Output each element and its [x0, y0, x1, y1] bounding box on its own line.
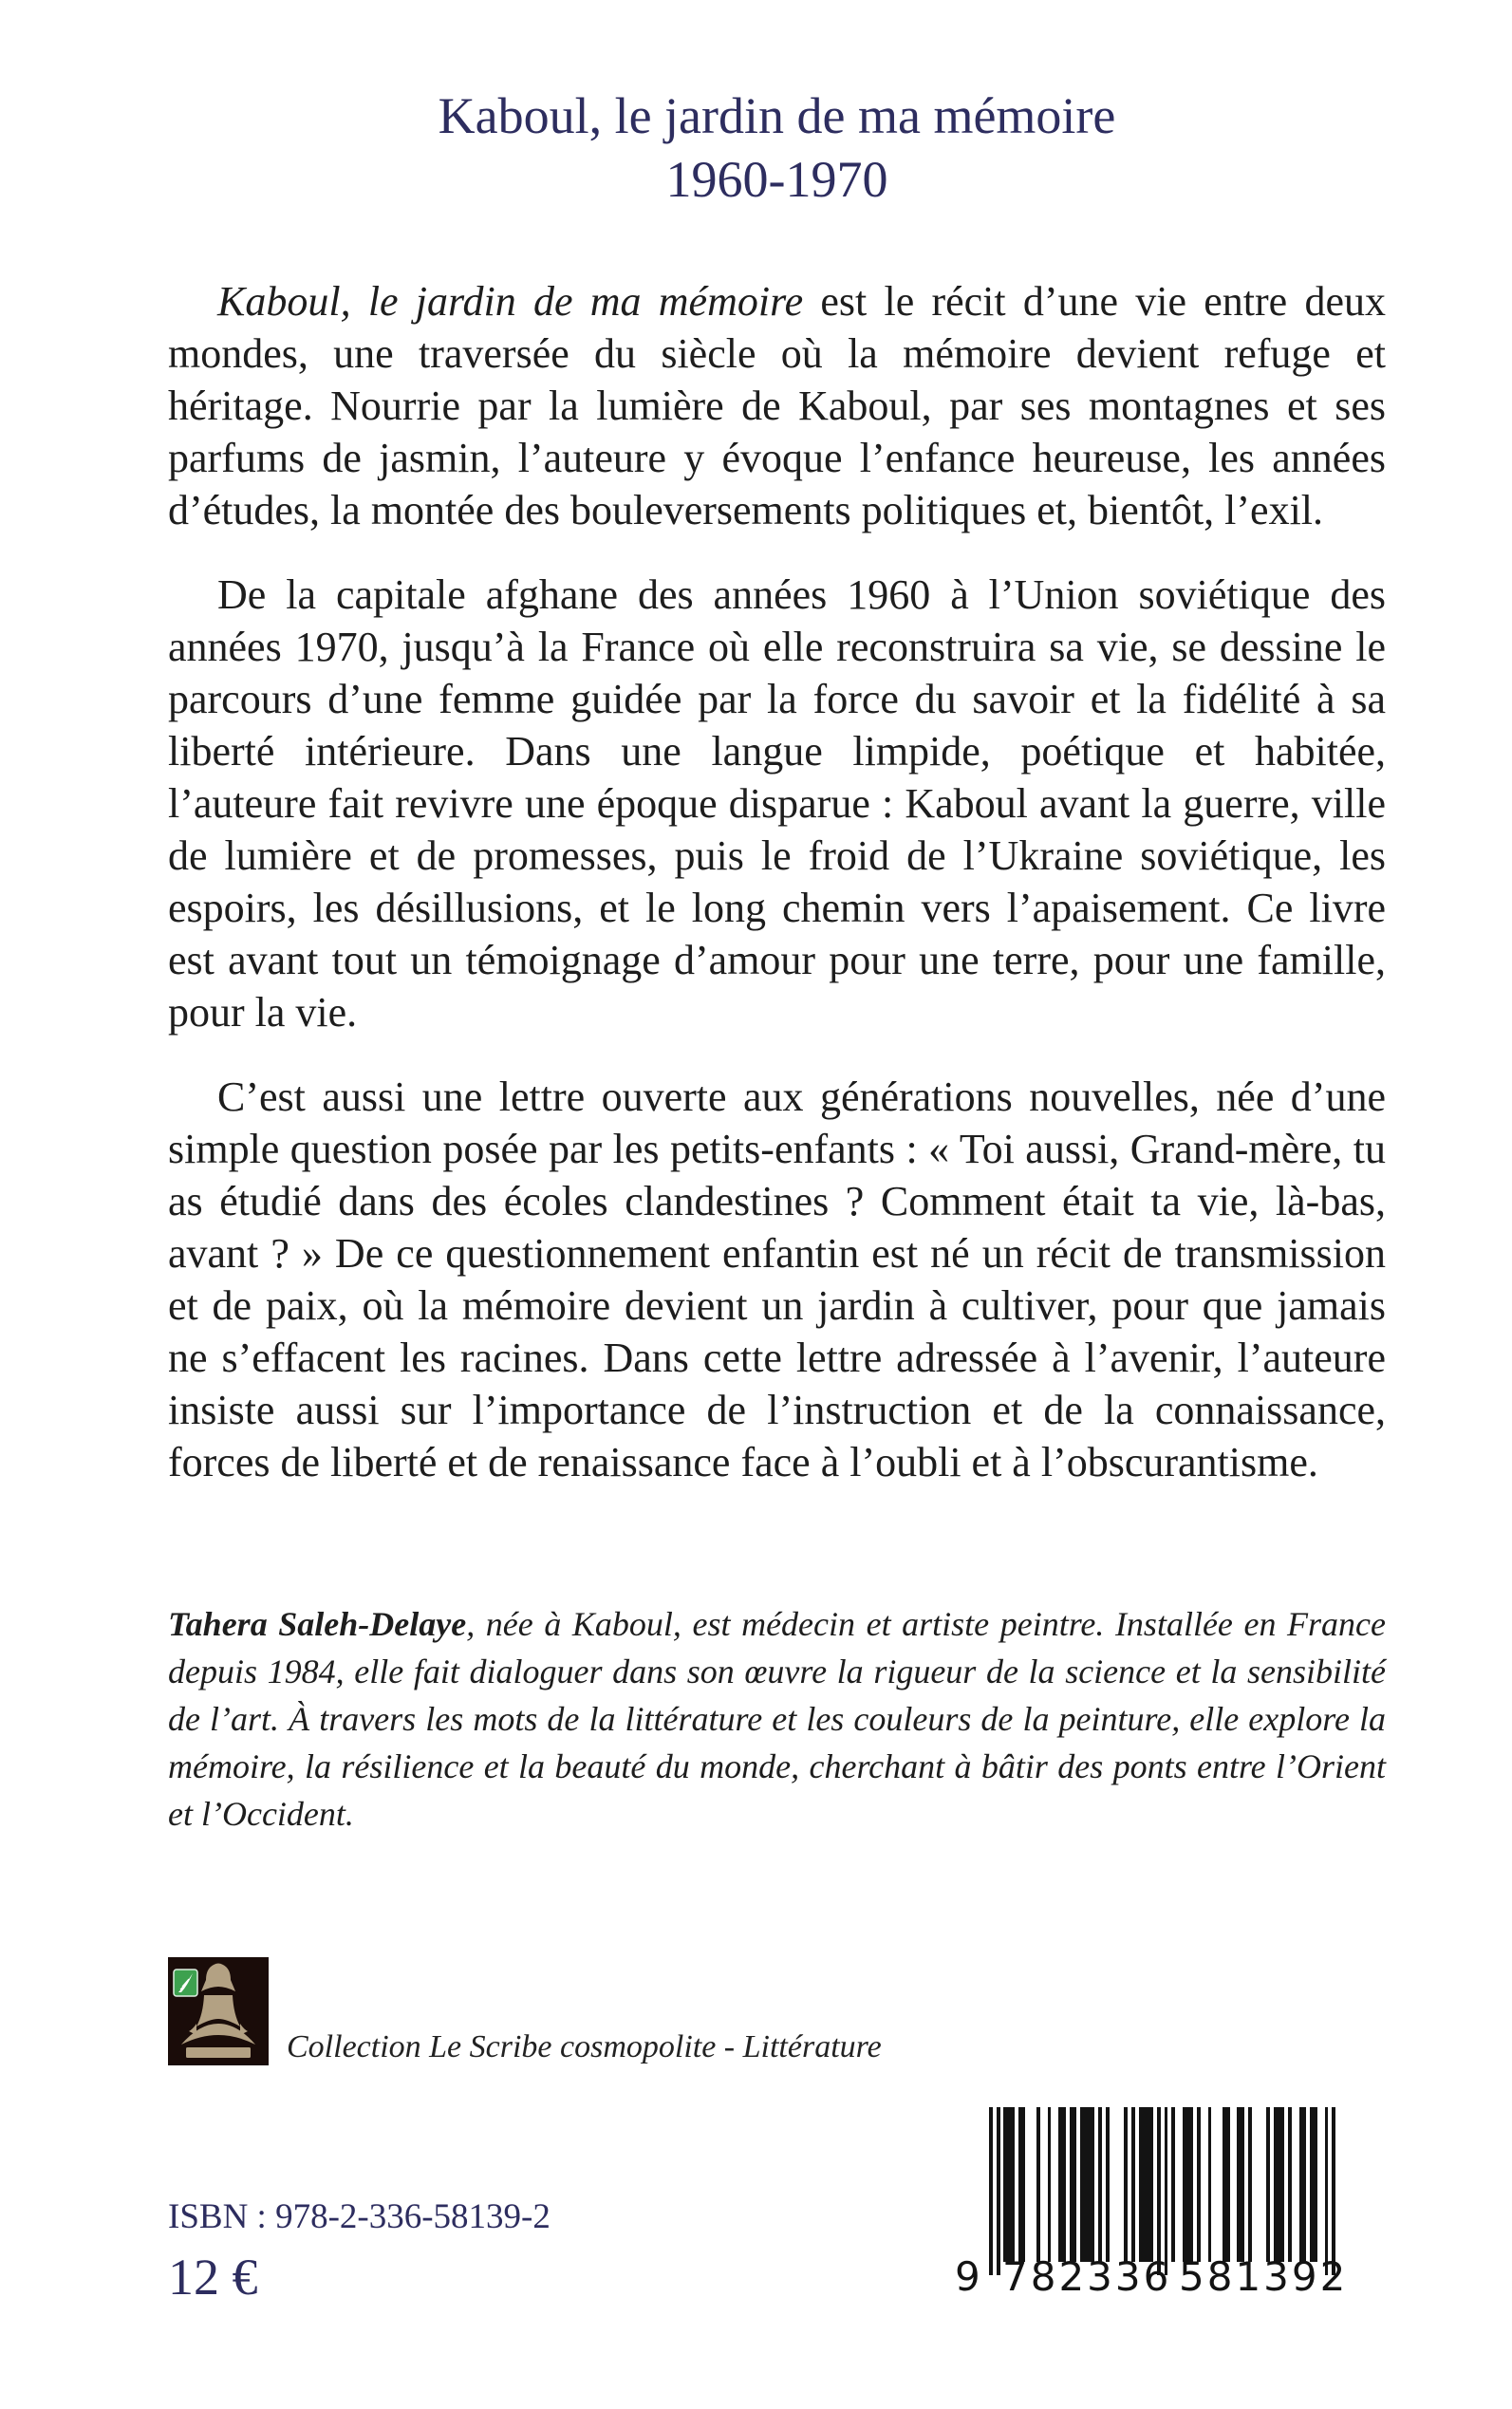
ean13-barcode	[955, 2107, 1349, 2311]
synopsis-paragraph-1-text: est le récit d’une vie entre deux mondes, une traversée du siècle où la mémoire devient refuge et héritage. Nourrie par la lumière de Kaboul, par ses montagnes et ses parfums de jasmin, l’auteure y évoque l’enfance heureuse, les années d’études, la montée des bouleversements politiques et, bientôt, l’exil.	[168, 278, 1386, 533]
barcode-right-group: 581392	[1179, 2253, 1349, 2300]
author-name: Tahera Saleh-Delaye	[168, 1605, 467, 1643]
scribe-statue-icon	[168, 1957, 269, 2065]
author-bio-paragraph	[168, 1600, 1386, 1838]
author-bio	[168, 1600, 1386, 1838]
isbn-label: ISBN : 978-2-336-58139-2	[168, 2197, 551, 2236]
synopsis	[168, 275, 1386, 1488]
cover-header	[168, 82, 1386, 209]
barcode-bars	[989, 2107, 1336, 2275]
barcode-digits	[955, 2253, 1349, 2310]
barcode-first-digit: 9	[955, 2253, 980, 2300]
book-subtitle-years: 1960-1970	[665, 151, 888, 208]
synopsis-paragraph-3: C’est aussi une lettre ouverte aux générations nouvelles, née d’une simple question posée par les petits-enfants : « Toi aussi, Grand-mère, tu as étudié dans des écoles clandestines ? Comment était ta vie, là-bas, avant ? » De ce questionnement enfantin est né un récit de transmission et de paix, où la mémoire devient un jardin à cultiver, pour que jamais ne s’effacent les racines. Dans cette lettre adressée à l’avenir, l’auteure insiste aussi sur l’importance de l’instruction et de la connaissance, forces de liberté et de renaissance face à l’oubli et à l’obscurantisme.	[168, 1074, 1386, 1485]
price-label: 12 €	[168, 2249, 258, 2306]
text-column	[168, 0, 1386, 1838]
barcode-left-group: 782336	[1002, 2253, 1172, 2300]
synopsis-paragraph-2: De la capitale afghane des années 1960 à l’Union soviétique des années 1970, jusqu’à la France où elle reconstruira sa vie, se dessine le parcours d’une femme guidée par la force du savoir et la fidélité à sa liberté intérieure. Dans une langue limpide, poétique et habitée, l’auteure fait revivre une époque disparue : Kaboul avant la guerre, ville de lumière et de promesses, puis le froid de l’Ukraine soviétique, les espoirs, les désillusions, et le long chemin vers l’apaisement. Ce livre est avant tout un témoignage d’amour pour une terre, pour une famille, pour la vie.	[168, 571, 1386, 1036]
book-title-inline-italic: Kaboul, le jardin de ma mémoire	[217, 278, 804, 325]
synopsis-paragraph-1	[168, 275, 1386, 536]
collection-label: Collection Le Scribe cosmopolite - Littérature	[287, 2029, 882, 2064]
book-title: Kaboul, le jardin de ma mémoire	[438, 87, 1116, 144]
author-bio-text: , née à Kaboul, est médecin et artiste peintre. Installée en France depuis 1984, elle fait dialoguer dans son œuvre la rigueur de la science et la sensibilité de l’art. À travers les mots de la littérature et les couleurs de la peinture, elle explore la mémoire, la résilience et la beauté du monde, cherchant à bâtir des ponts entre l’Orient et l’Occident.	[168, 1605, 1386, 1833]
publisher-logo	[168, 1957, 269, 2065]
quill-feather-icon	[174, 1970, 197, 1996]
barcode-bar	[1332, 2107, 1335, 2275]
